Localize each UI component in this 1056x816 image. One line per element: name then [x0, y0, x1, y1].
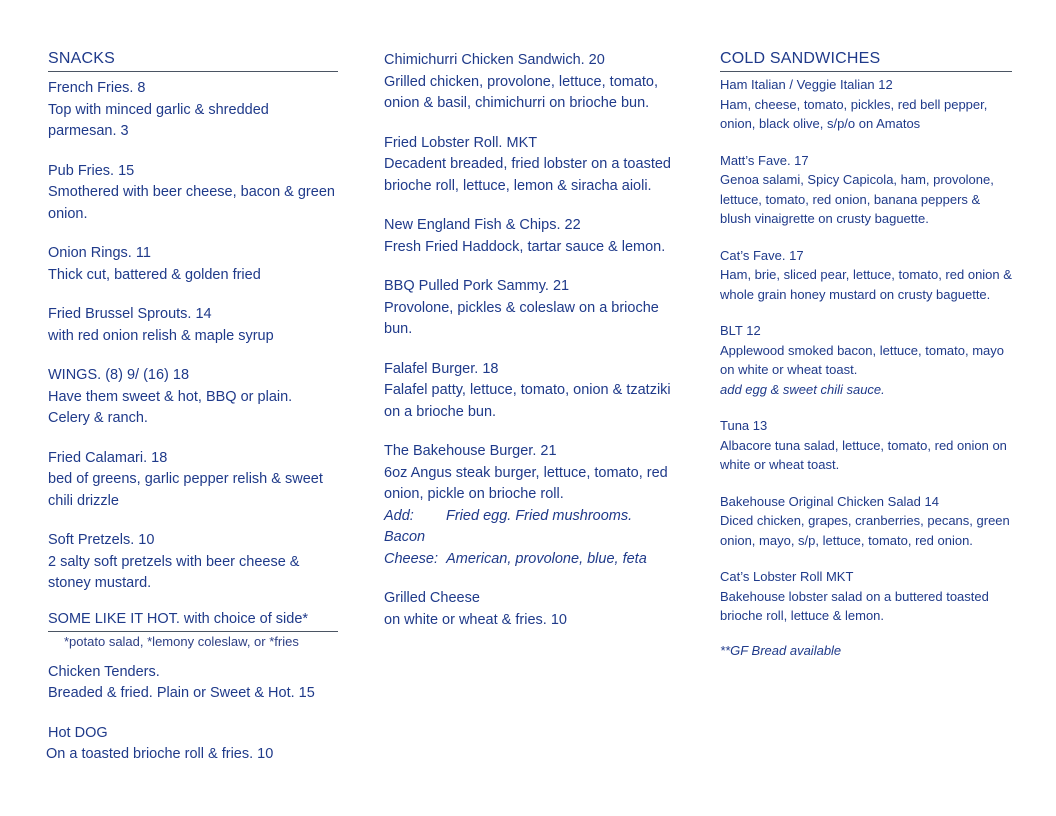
menu-item	[48, 365, 338, 430]
menu-item	[384, 50, 674, 115]
menu-item	[48, 161, 338, 226]
item-name: Chimichurri Chicken Sandwich. 20	[384, 52, 605, 68]
item-desc: 6oz Angus steak burger, lettuce, tomato, red onion, pickle on brioche roll.	[384, 464, 668, 502]
item-name: New England Fish & Chips. 22	[384, 217, 581, 233]
item-name: BLT 12	[720, 323, 761, 338]
item-desc: bed of greens, garlic pepper relish & sweet chili drizzle	[48, 471, 323, 509]
menu-item	[720, 567, 1012, 626]
menu-item	[48, 243, 338, 286]
item-desc: Fresh Fried Haddock, tartar sauce & lemon.	[384, 238, 666, 255]
item-name: Grilled Cheese	[384, 590, 480, 606]
item-name: Cat’s Lobster Roll MKT	[720, 569, 854, 584]
menu-item	[48, 304, 338, 347]
item-desc: Provolone, pickles & coleslaw on a brioche bun.	[384, 299, 659, 337]
item-desc: Top with minced garlic & shredded parmesan. 3	[48, 101, 269, 139]
cheese-text: American, provolone, blue, feta	[446, 550, 647, 567]
snacks-title: SNACKS	[48, 50, 338, 72]
menu-item	[384, 133, 674, 198]
menu-item	[48, 448, 338, 513]
item-desc: Applewood smoked bacon, lettuce, tomato, mayo on white or wheat toast.	[720, 342, 1004, 377]
item-name: WINGS. (8) 9/ (16) 18	[48, 367, 190, 383]
item-name: BBQ Pulled Pork Sammy. 21	[384, 278, 570, 294]
item-desc: Ham, cheese, tomato, pickles, red bell pepper, onion, black olive, s/p/o on Amatos	[720, 96, 988, 131]
item-desc: Grilled chicken, provolone, lettuce, tomato, onion & basil, chimichurri on brioche bun.	[384, 73, 659, 111]
item-name: Bakehouse Original Chicken Salad 14	[720, 493, 939, 509]
hot-section-title: SOME LIKE IT HOT. with choice of side*	[48, 609, 338, 632]
item-name: Onion Rings. 11	[48, 245, 151, 261]
menu-item	[48, 662, 338, 705]
item-desc: with red onion relish & maple syrup	[48, 327, 274, 344]
menu-item	[384, 588, 674, 631]
item-desc: Genoa salami, Spicy Capicola, ham, provolone, lettuce, tomato, red onion, banana peppers & blush vinaigrette on crusty baguette.	[720, 172, 994, 226]
menu-item	[720, 246, 1012, 305]
item-desc: Have them sweet & hot, BBQ or plain. Celery & ranch.	[48, 388, 293, 426]
menu-item	[384, 359, 674, 424]
item-desc: On a toasted brioche roll & fries. 10	[46, 746, 274, 762]
snacks-column	[48, 50, 338, 784]
add-label: Add:	[384, 507, 414, 524]
menu-item	[720, 151, 1012, 229]
menu-item	[720, 492, 1012, 551]
item-desc: on white or wheat & fries. 10	[384, 611, 567, 628]
item-name: Soft Pretzels. 10	[48, 532, 155, 548]
menu-item	[720, 75, 1012, 134]
add-text: Fried egg. Fried mushrooms. Bacon	[384, 507, 633, 545]
burger-cheese	[384, 549, 674, 571]
item-desc: Thick cut, battered & golden fried	[48, 266, 261, 283]
menu-item	[384, 215, 674, 258]
item-name: Tuna 13	[720, 418, 768, 433]
item-desc: Ham, brie, sliced pear, lettuce, tomato, red onion & whole grain honey mustard on crusty baguette.	[720, 267, 1012, 302]
item-name: Matt’s Fave. 17	[720, 152, 809, 168]
item-desc: Falafel patty, lettuce, tomato, onion & tzatziki on a brioche bun.	[384, 382, 671, 420]
item-name: Fried Brussel Sprouts. 14	[48, 306, 212, 322]
menu-item-blt	[720, 321, 1012, 399]
side-note: *potato salad, *lemony coleslaw, or *fries	[64, 633, 299, 649]
item-name: Cat’s Fave. 17	[720, 247, 804, 263]
menu-item	[384, 276, 674, 341]
item-desc: Smothered with beer cheese, bacon & green onion.	[48, 184, 335, 222]
item-desc: Breaded & fried. Plain or Sweet & Hot. 15	[48, 685, 315, 701]
item-desc: 2 salty soft pretzels with beer cheese & stoney mustard.	[48, 553, 300, 591]
menu-item	[720, 416, 1012, 475]
gf-note: **GF Bread available	[720, 642, 842, 658]
item-name: French Fries. 8	[48, 80, 146, 96]
menu-item	[48, 530, 338, 595]
item-name: Fried Lobster Roll. MKT	[384, 134, 538, 151]
item-name: Ham Italian / Veggie Italian 12	[720, 77, 893, 92]
item-name: Fried Calamari. 18	[48, 449, 168, 466]
item-name: Hot DOG	[48, 724, 108, 741]
item-desc: Albacore tuna salad, lettuce, tomato, red onion on white or wheat toast.	[720, 437, 1007, 472]
menu-item	[48, 78, 338, 143]
item-name: Falafel Burger. 18	[384, 360, 499, 377]
blt-addon: add egg & sweet chili sauce.	[720, 381, 885, 397]
cold-sandwiches-column	[720, 50, 1012, 658]
burger-addons	[384, 506, 674, 549]
cold-title: COLD SANDWICHES	[720, 50, 1012, 72]
item-desc: Bakehouse lobster salad on a buttered toasted brioche roll, lettuce & lemon.	[720, 588, 989, 623]
item-name: Chicken Tenders.	[48, 663, 160, 680]
menu-item-burger	[384, 441, 674, 570]
item-name: The Bakehouse Burger. 21	[384, 443, 557, 459]
menu-item	[48, 723, 338, 766]
cheese-label: Cheese:	[384, 550, 439, 567]
item-name: Pub Fries. 15	[48, 162, 135, 179]
item-desc: Decadent breaded, fried lobster on a toasted brioche roll, lettuce, lemon & siracha aioli.	[384, 156, 671, 194]
item-desc: Diced chicken, grapes, cranberries, pecans, green onion, mayo, s/p, lettuce, tomato, red onion.	[720, 513, 1010, 548]
mains-column	[384, 50, 674, 649]
